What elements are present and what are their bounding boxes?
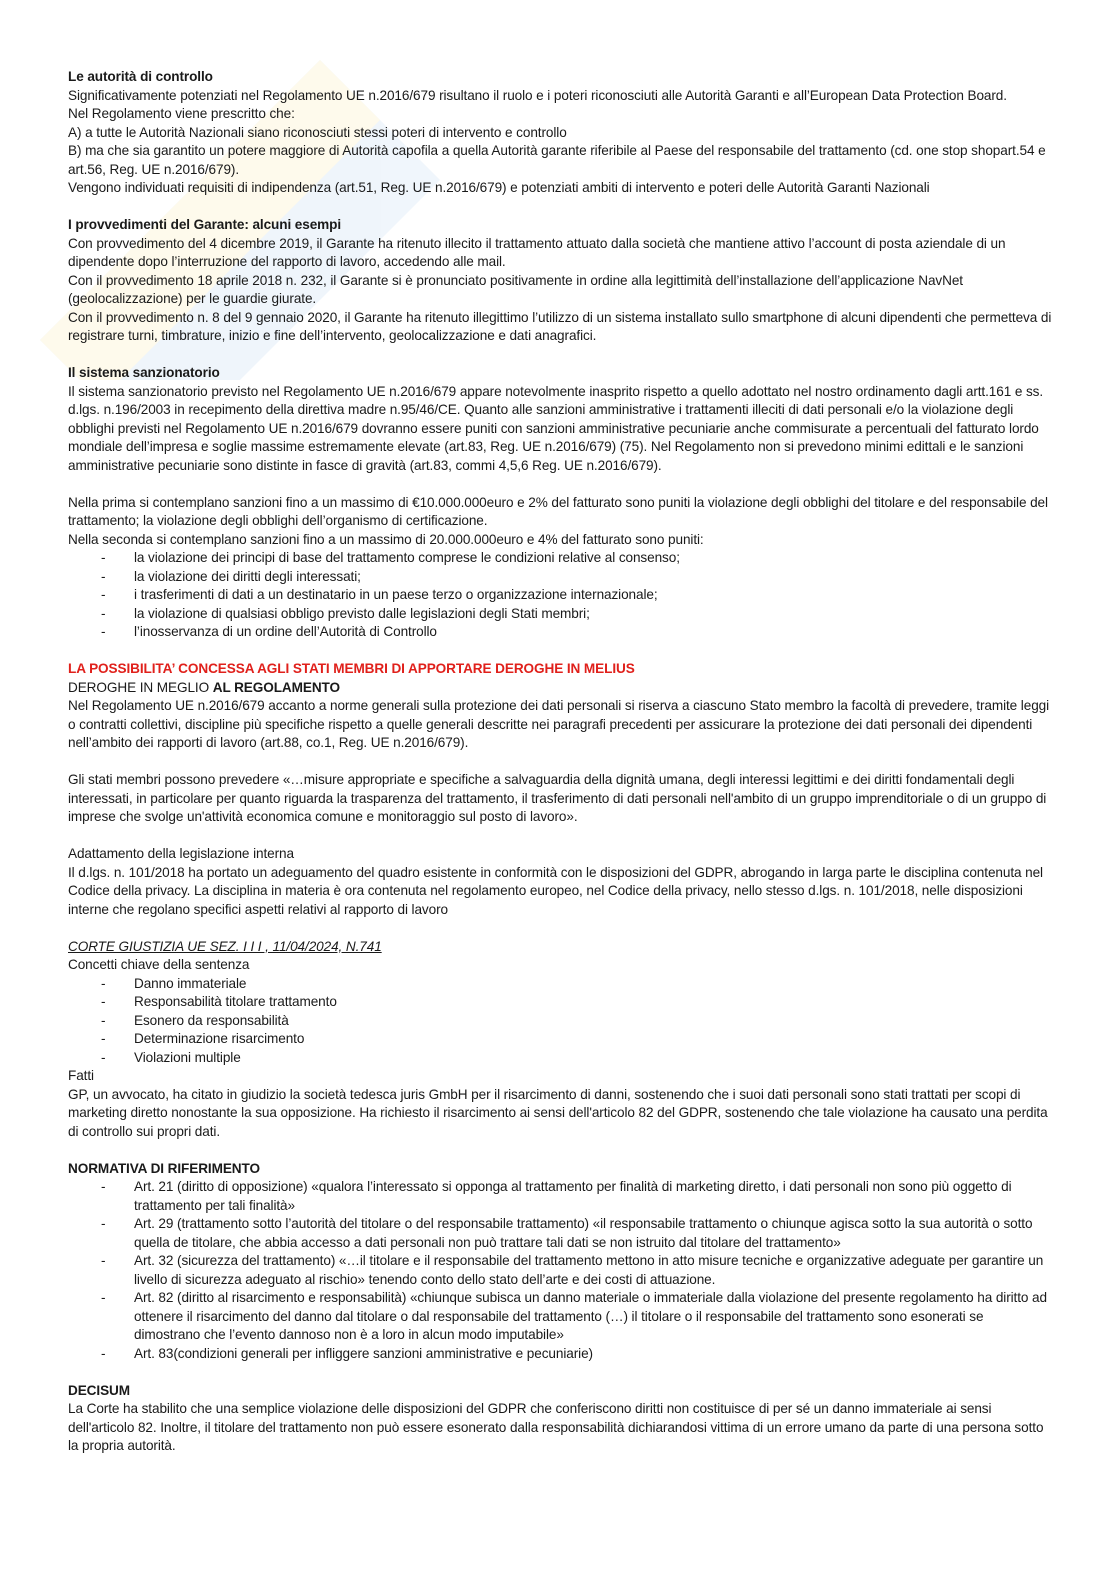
list-item: - Esonero da responsabilità [68, 1012, 1053, 1031]
list-item: - i trasferimenti di dati a un destinatario in un paese terzo o organizzazione internazionale; [68, 586, 1053, 605]
paragraph: Adattamento della legislazione interna [68, 846, 294, 861]
subtitle-part: DEROGHE IN MEGLIO [68, 679, 213, 695]
list-item: - Art. 82 (diritto al risarcimento e responsabilità) «chiunque subisca un danno materiale o immateriale dalla violazione del presente regolamento ha diritto ad ottenere il risarcimento del danno dal titolare o dal responsabile del trattamento (…) il titolare o il responsabile del trattamento sono esonerati se dimostrano che l’evento dannoso non è a loro in alcun modo imputabile» [68, 1289, 1053, 1345]
paragraph: Il sistema sanzionatorio previsto nel Regolamento UE n.2016/679 appare notevolmente inasprito rispetto a quello adottato nel nostro ordinamento dagli artt.161 e ss. d.lgs. n.196/2003 in recepimento della direttiva madre n.95/46/CE. Quanto alle sanzioni amministrative i trattamenti illeciti di dati personali e/o la violazione degli obblighi previsti nel Regolamento UE n.2016/679 dovranno essere puniti con sanzioni amministrative pecuniarie anche commisurate a percentuali del fatturato lordo mondiale dell’impresa e soglie massime estremamente elevate (art.83, Reg. UE n.2016/679) (75). Nel Regolamento non si prevedono minimi edittali e le sanzioni amministrative pecuniarie sono distinte in fasce di gravità (art.83, commi 4,5,6 Reg. UE n.2016/679). [68, 383, 1044, 473]
paragraph: Con provvedimento del 4 dicembre 2019, il Garante ha ritenuto illecito il trattamento attuato dalla società che mantiene attivo l’account di posta aziendale di un dipendente dopo l’interruzione del rapporto di lavoro, accedendo alle mail. [68, 235, 1006, 269]
section-title-corte: CORTE GIUSTIZIA UE SEZ. I I I , 11/04/2024, N.741 [68, 938, 382, 954]
section-title-autorita: Le autorità di controllo [68, 69, 213, 84]
section-title-decisum: DECISUM [68, 1382, 130, 1398]
list-item: - l’inosservanza di un ordine dell’Autorità di Controllo [68, 623, 1053, 642]
document-page [68, 68, 1053, 1456]
list-item: - Violazioni multiple [68, 1049, 1053, 1068]
sanzioni-list [68, 549, 1053, 642]
paragraph: Con il provvedimento 18 aprile 2018 n. 232, il Garante si è pronunciato positivamente in ordine alla legittimità dell’installazione dell’applicazione NavNet (geolocalizzazione) per le guardie giurate. [68, 272, 963, 306]
section-title-deroghe: LA POSSIBILITA’ CONCESSA AGLI STATI MEMBRI DI APPORTARE DEROGHE IN MELIUS [68, 661, 635, 676]
list-item: - la violazione dei diritti degli interessati; [68, 568, 1053, 587]
subtitle-part-bold: AL REGOLAMENTO [212, 679, 340, 695]
paragraph: Nella seconda si contemplano sanzioni fino a un massimo di 20.000.000euro e 4% del fatturato sono puniti: [68, 531, 704, 547]
paragraph: A) a tutte le Autorità Nazionali siano riconosciuti stessi poteri di intervento e controllo [68, 124, 567, 140]
section-title-provvedimenti: I provvedimenti del Garante: alcuni esempi [68, 217, 342, 232]
concetti-list [68, 975, 1053, 1068]
list-item: - Danno immateriale [68, 975, 1053, 994]
paragraph: Significativamente potenziati nel Regolamento UE n.2016/679 risultano il ruolo e i poteri riconosciuti alle Autorità Garanti e all’European Data Protection Board. [68, 87, 1007, 103]
list-item: - Art. 29 (trattamento sotto l’autorità del titolare o del responsabile trattamento) «il responsabile trattamento o chiunque agisca sotto la sua autorità o sotto quella de titolare, che abbia accesso a dati personali non può trattare tali dati se non istruito dal titolare del trattamento» [68, 1215, 1053, 1252]
paragraph: Vengono individuati requisiti di indipendenza (art.51, Reg. UE n.2016/679) e potenziati ambiti di intervento e poteri delle Autorità Garanti Nazionali [68, 180, 930, 195]
paragraph: Concetti chiave della sentenza [68, 957, 250, 972]
list-item: - Art. 21 (diritto di opposizione) «qualora l’interessato si opponga al trattamento per finalità di marketing diretto, i dati personali non sono più oggetto di trattamento per tali finalità» [68, 1178, 1053, 1215]
paragraph: Gli stati membri possono prevedere «…misure appropriate e specifiche a salvaguardia della dignità umana, degli interessi legittimi e dei diritti fondamentali degli interessati, in particolare per quanto riguarda la trasparenza del trattamento, il trasferimento di dati personali nell'ambito di un gruppo imprenditoriale o di un gruppo di imprese che svolge un'attività economica comune e monitoraggio sul posto di lavoro». [68, 772, 1047, 824]
paragraph: Nella prima si contemplano sanzioni fino a un massimo di €10.000.000euro e 2% del fatturato sono puniti la violazione degli obblighi del titolare e del responsabile del trattamento; la violazione degli obblighi dell’organismo di certificazione. [68, 494, 1048, 528]
list-item: - Determinazione risarcimento [68, 1030, 1053, 1049]
deroghe-subtitle [68, 679, 1053, 698]
paragraph: Nel Regolamento UE n.2016/679 accanto a norme generali sulla protezione dei dati personali si riserva a ciascuno Stato membro la facoltà di prevedere, tramite leggi o contratti collettivi, discipline più specifiche rispetto a quelle generali descritte nei paragrafi precedenti per assicurare la protezione dei dati personali dei dipendenti nell’ambito dei rapporti di lavoro (art.88, co.1, Reg. UE n.2016/679). [68, 698, 1050, 750]
list-item: - la violazione dei principi di base del trattamento comprese le condizioni relative al consenso; [68, 549, 1053, 568]
list-item: - la violazione di qualsiasi obbligo previsto dalle legislazioni degli Stati membri; [68, 605, 1053, 624]
section-title-normativa: NORMATIVA DI RIFERIMENTO [68, 1160, 260, 1176]
paragraph: Nel Regolamento viene prescritto che: [68, 106, 295, 121]
paragraph: Fatti [68, 1068, 94, 1083]
list-item: - Responsabilità titolare trattamento [68, 993, 1053, 1012]
paragraph: GP, un avvocato, ha citato in giudizio la società tedesca juris GmbH per il risarcimento di danni, sostenendo che i suoi dati personali sono stati trattati per scopi di marketing diretto nonostante la sua opposizione. Ha richiesto il risarcimento ai sensi dell'articolo 82 del GDPR, sostenendo che tale violazione ha causato una perdita di controllo sui propri dati. [68, 1086, 1048, 1139]
paragraph: B) ma che sia garantito un potere maggiore di Autorità capofila a quella Autorità garante riferibile al Paese del responsabile del trattamento (cd. one stop shopart.54 e art.56, Reg. UE n.2016/679). [68, 143, 1046, 177]
list-item: - Art. 83(condizioni generali per infliggere sanzioni amministrative e pecuniarie) [68, 1345, 1053, 1364]
normativa-list [68, 1178, 1053, 1363]
paragraph: La Corte ha stabilito che una semplice violazione delle disposizioni del GDPR che conferiscono diritti non costituisce di per sé un danno immateriale ai sensi dell'articolo 82. Inoltre, il titolare del trattamento non può essere esonerato dalla responsabilità dichiarandosi vittima di un errore umano da parte di una persona sotto la propria autorità. [68, 1401, 1044, 1453]
list-item: - Art. 32 (sicurezza del trattamento) «…il titolare e il responsabile del trattamento mettono in atto misure tecniche e organizzative adeguate per garantire un livello di sicurezza adeguato al rischio» tenendo conto dello stato dell’arte e dei costi di attuazione. [68, 1252, 1053, 1289]
section-title-sanzioni: Il sistema sanzionatorio [68, 365, 220, 380]
paragraph: Il d.lgs. n. 101/2018 ha portato un adeguamento del quadro esistente in conformità con le disposizioni del GDPR, abrogando in larga parte le disciplina contenuta nel Codice della privacy. La disciplina in materia è ora contenuta nel regolamento europeo, nel Codice della privacy, nello stesso d.lgs. n. 101/2018, nelle disposizioni interne che regolano specifici aspetti relativi al rapporto di lavoro [68, 864, 1043, 917]
paragraph: Con il provvedimento n. 8 del 9 gennaio 2020, il Garante ha ritenuto illegittimo l’utilizzo di un sistema installato sullo smartphone di alcuni dipendenti che permetteva di registrare turni, timbrature, inizio e fine dell’intervento, geolocalizzazione e dati anagrafici. [68, 309, 1052, 343]
